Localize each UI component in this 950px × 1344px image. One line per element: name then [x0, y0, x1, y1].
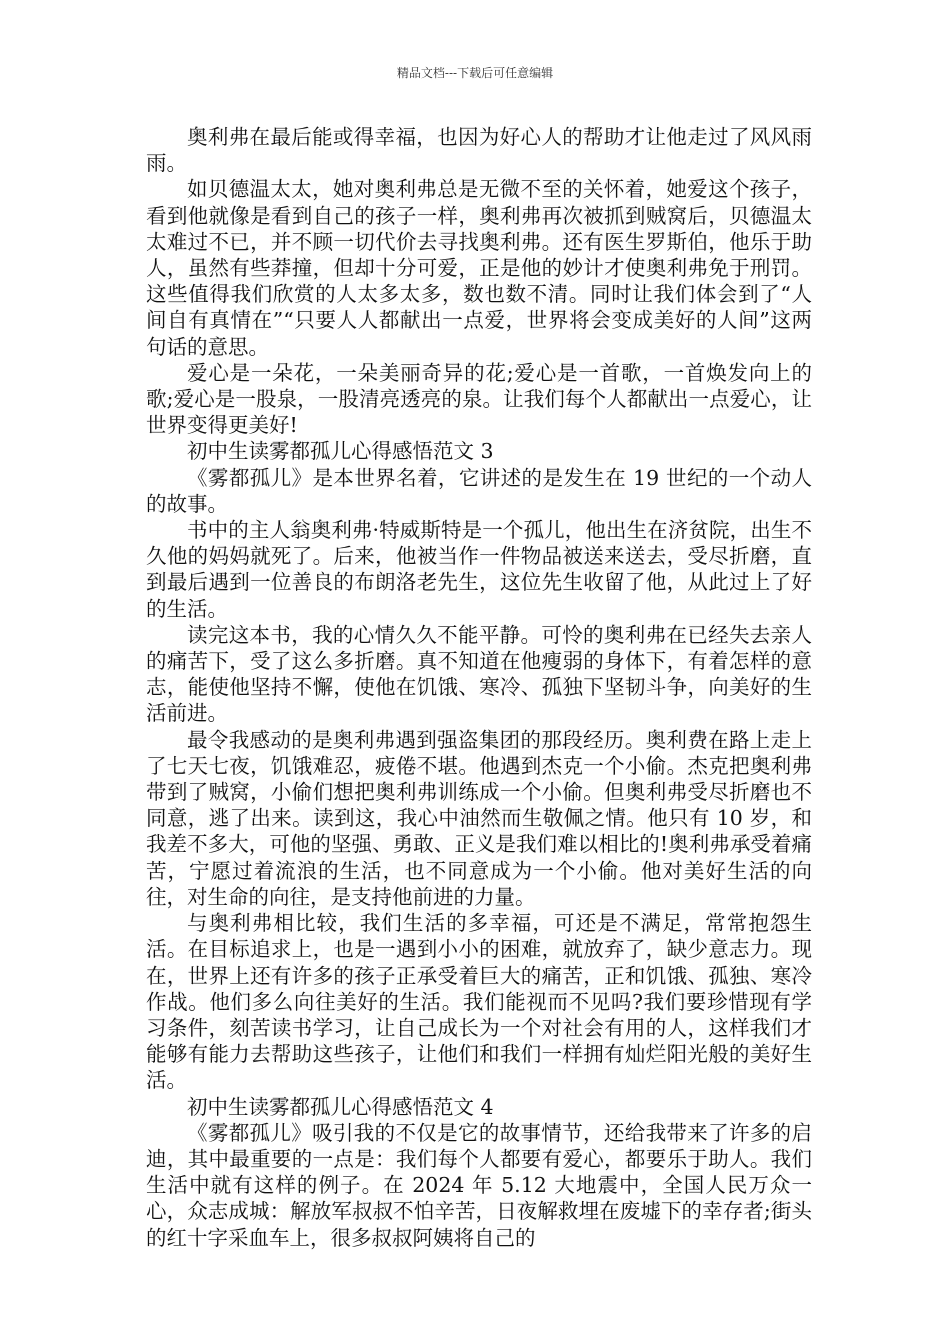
paragraph: 爱心是一朵花，一朵美丽奇异的花;爱心是一首歌，一首焕发向上的歌;爱心是一股泉，一股清亮透亮的泉。让我们每个人都献出一点爱心，让世界变得更美好! [146, 360, 812, 438]
document-body [146, 124, 812, 1251]
section-heading: 初中生读雾都孤儿心得感悟范文 3 [187, 439, 494, 464]
paragraph: 最令我感动的是奥利弗遇到强盗集团的那段经历。奥利费在路上走上了七天七夜，饥饿难忍，疲倦不堪。他遇到杰克一个小偷。杰克把奥利弗带到了贼窝，小偷们想把奥利弗训练成一个小偷。但奥利弗受尽折磨也不同意，逃了出来。读到这，我心中油然而生敬佩之情。他只有 10 岁，和我差不多大，可他的坚强、勇敢、正义是我们难以相比的!奥利弗承受着痛苦，宁愿过着流浪的生活，也不同意成为一个小偷。他对美好生活的向往，对生命的向往，是支持他前进的力量。 [146, 727, 812, 909]
paragraph: 奥利弗在最后能或得幸福，也因为好心人的帮助才让他走过了风风雨雨。 [146, 125, 812, 176]
paragraph: 书中的主人翁奥利弗·特威斯特是一个孤儿，他出生在济贫院，出生不久他的妈妈就死了。后来，他被当作一件物品被送来送去，受尽折磨，直到最后遇到一位善良的布朗洛老先生，这位先生收留了他，从此过上了好的生活。 [146, 518, 812, 621]
section-heading: 初中生读雾都孤儿心得感悟范文 4 [187, 1094, 494, 1119]
paragraph: 《雾都孤儿》是本世界名着，它讲述的是发生在 19 世纪的一个动人的故事。 [146, 465, 812, 516]
paragraph: 读完这本书，我的心情久久不能平静。可怜的奥利弗在已经失去亲人的痛苦下，受了这么多折磨。真不知道在他瘦弱的身体下，有着怎样的意志，能使他坚持不懈，使他在饥饿、寒冷、孤独下坚韧斗争，向美好的生活前进。 [146, 622, 812, 726]
paragraph: 《雾都孤儿》吸引我的不仅是它的故事情节，还给我带来了许多的启迪，其中最重要的一点是：我们每个人都要有爱心，都要乐于助人。我们生活中就有这样的例子。在 2024 年 5.12 大地震中，全国人民万众一心，众志成城：解放军叔叔不怕辛苦，日夜解救埋在废墟下的幸存者;街头的红十字采血车上，很多叔叔阿姨将自己的 [146, 1120, 812, 1250]
page-header: 精品文档---下载后可任意编辑 [396, 66, 554, 80]
paragraph: 与奥利弗相比较，我们生活的多幸福，可还是不满足，常常抱怨生活。在目标追求上，也是一遇到小小的困难，就放弃了，缺少意志力。现在，世界上还有许多的孩子正承受着巨大的痛苦，正和饥饿、孤独、寒冷作战。他们多么向往美好的生活。我们能视而不见吗?我们要珍惜现有学习条件，刻苦读书学习，让自己成长为一个对社会有用的人，这样我们才能够有能力去帮助这些孩子，让他们和我们一样拥有灿烂阳光般的美好生活。 [146, 911, 812, 1093]
paragraph: 如贝德温太太，她对奥利弗总是无微不至的关怀着，她爱这个孩子，看到他就像是看到自己的孩子一样，奥利弗再次被抓到贼窝后，贝德温太太难过不已，并不顾一切代价去寻找奥利弗。还有医生罗斯伯，他乐于助人，虽然有些莽撞，但却十分可爱，正是他的妙计才使奥利弗免于刑罚。这些值得我们欣赏的人太多太多，数也数不清。同时让我们体会到了“人间自有真情在”“只要人人都献出一点爱，世界将会变成美好的人间”这两句话的意思。 [146, 177, 812, 359]
